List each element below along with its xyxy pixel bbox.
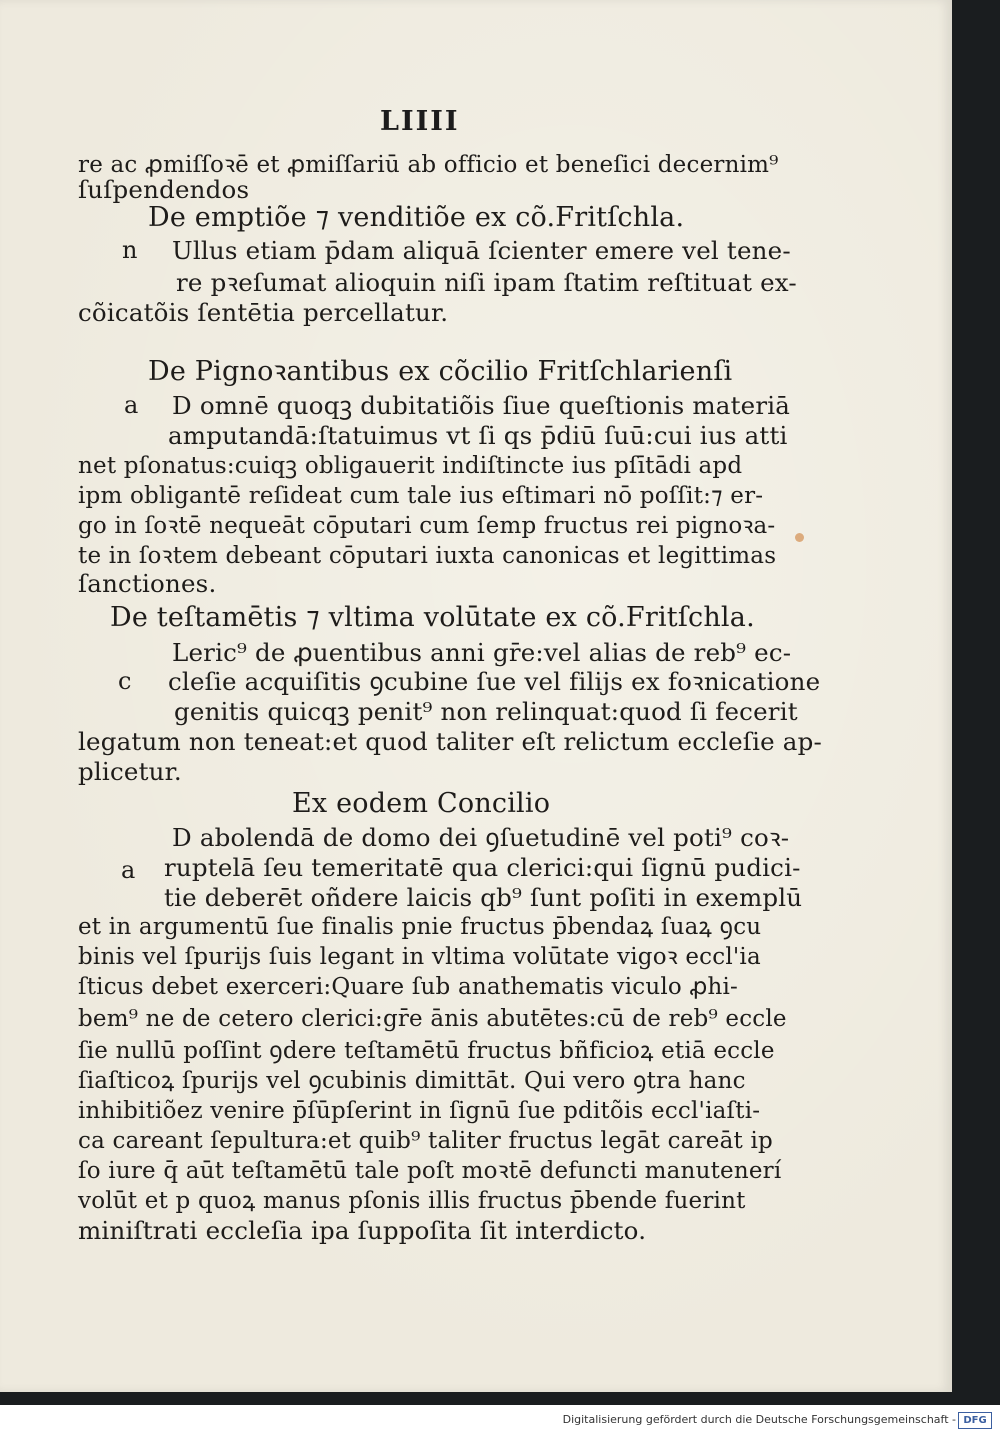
text-line: inhibitiõez venire p̄ſūpſerint in ſignū ſue pditõis eccl'iaſti- <box>78 1098 761 1124</box>
text-line: legatum non teneat:et quod taliter eſt relictum eccleſie ap- <box>78 727 822 756</box>
dfg-logo-icon: DFG <box>958 1412 992 1429</box>
text-line: et in argumentū ſue finalis pnie fructus p̄bendaꝝ ſuaꝝ ꝯcu <box>78 914 762 940</box>
text-line: ſticus debet exerceri:Quare ſub anathematis viculo ꝓhi- <box>78 974 739 1000</box>
footer-bar <box>0 1405 1000 1437</box>
section-heading: De Pignoꝛantibus ex cõcilio Fritſchlarienſi <box>148 356 733 387</box>
text-line: ſie nullū poſſint ꝯdere teſtamētū fructus bñficioꝝ etiā eccle <box>78 1038 775 1064</box>
text-line: ſuſpendendos <box>78 175 250 204</box>
text-line: go in ſoꝛtē nequeāt cōputari cum ſemp fructus rei pignoꝛa- <box>78 513 776 539</box>
folio-number: LIIII <box>380 106 460 137</box>
text-line: D omnē quoqꝫ dubitatiõis ſiue queſtionis materiā <box>172 391 791 420</box>
guide-initial: a <box>124 391 139 419</box>
text-line: ruptelā ſeu temeritatē qua clerici:qui ſignū pudici- <box>164 853 801 882</box>
text-line: net pſonatus:cuiqꝫ obligauerit indiſtincte ius pſītādi apd <box>78 453 743 479</box>
text-line: miniſtrati eccleſia ipa ſuppoſita ſit interdicto. <box>78 1216 647 1245</box>
guide-initial: c <box>118 667 132 695</box>
text-line: cõicatõis ſentētia percellatur. <box>78 298 449 327</box>
text-line: te in ſoꝛtem debeant cōputari iuxta canonicas et legittimas <box>78 543 777 569</box>
text-line: cleſie acquiſitis ꝯcubine ſue vel filijs ex foꝛnicatione <box>168 667 821 696</box>
text-line: re ac ꝓmiſſoꝛē et ꝓmiſſariū ab officio et beneſici decernim⁹ <box>78 152 779 178</box>
text-line: Ullus etiam p̄dam aliquā ſcienter emere vel tene- <box>172 236 791 265</box>
text-line: ſiaſticoꝝ ſpurijs vel ꝯcubinis dimittāt. Qui vero ꝯtra hanc <box>78 1068 746 1094</box>
text-line: Leric⁹ de ꝓuentibus anni gr̄e:vel alias de reb⁹ ec- <box>172 638 792 667</box>
text-line: volūt et p quoꝝ manus pſonis illis fructus p̄bende fuerint <box>78 1188 746 1214</box>
text-line: ſanctiones. <box>78 569 217 598</box>
text-line: tie deberēt oñdere laicis qb⁹ ſunt poſiti in exemplū <box>164 883 803 912</box>
guide-initial: n <box>122 236 138 264</box>
text-line: ipm obligantē reſideat cum tale ius eſtimari nō poſſit:⁊ er- <box>78 483 764 509</box>
section-heading: Ex eodem Concilio <box>292 788 551 819</box>
text-line: re pꝛeſumat alioquin niſi ipam ſtatim reſtituat ex- <box>176 268 797 297</box>
text-line: ca careant ſepultura:et quib⁹ taliter fructus legāt careāt ip <box>78 1128 773 1154</box>
text-line: binis vel ſpurijs ſuis legant in vltima volūtate vigoꝛ eccl'ia <box>78 944 761 970</box>
text-line: genitis quicqꝫ penit⁹ non relinquat:quod ſi fecerit <box>174 697 798 726</box>
paper-stain <box>795 533 804 542</box>
text-line: amputandā:ſtatuimus vt ſi qs p̄diū ſuū:cui ius atti <box>168 421 788 450</box>
funding-credit: Digitalisierung gefördert durch die Deutsche Forschungsgemeinschaft - <box>562 1413 956 1426</box>
text-line: ſo iure q̄ aūt teſtamētū tale poſt moꝛtē defuncti manutenerí <box>78 1158 782 1184</box>
guide-initial: a <box>121 856 136 884</box>
section-heading: De teſtamētis ⁊ vltima volūtate ex cõ.Fritſchla. <box>110 602 755 633</box>
text-line: D abolendā de domo dei ꝯſuetudinē vel poti⁹ coꝛ- <box>172 823 790 852</box>
text-line: bem⁹ ne de cetero clerici:gr̄e ānis abutētes:cū de reb⁹ eccle <box>78 1006 787 1032</box>
text-line: plicetur. <box>78 757 182 786</box>
section-heading: De emptiõe ⁊ venditiõe ex cõ.Fritſchla. <box>148 202 685 233</box>
